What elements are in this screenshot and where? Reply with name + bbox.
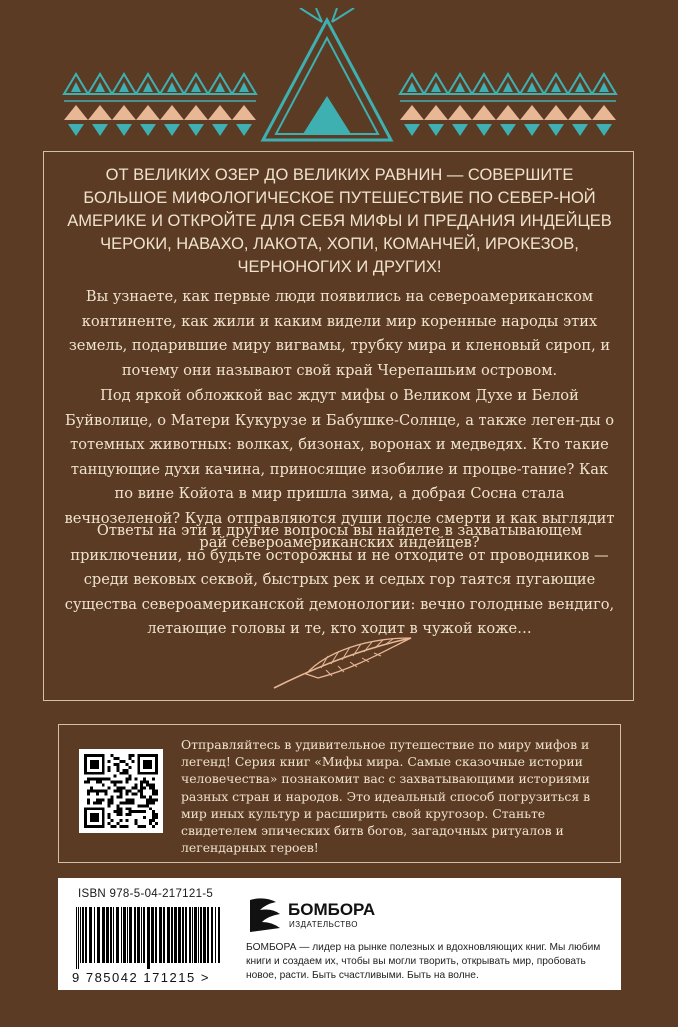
- wave-logo-icon: [246, 894, 284, 934]
- isbn: ISBN 978-5-04-217121-5: [78, 888, 214, 900]
- imprint-panel: [0, 878, 678, 990]
- publisher-name: БОМБОРА: [288, 900, 376, 919]
- publisher-subtitle: ИЗДАТЕЛЬСТВО: [289, 920, 358, 929]
- imprint-card: [58, 878, 621, 990]
- native-ornament-tipi-pattern: [60, 8, 620, 148]
- feather-icon: [266, 632, 416, 692]
- ornament-band-left: [64, 74, 256, 136]
- publisher-logo: [246, 894, 376, 934]
- publisher-description: БОМБОРА — лидер на рынке полезных и вдохновляющих книг. Мы любим книги и создаем их, чтобы вы могли творить, открывать мир, пробовать новое, расти. Быть счастливыми. Быть на волне.: [246, 942, 601, 981]
- barcode: [74, 907, 224, 969]
- tipi-icon: [263, 8, 391, 140]
- qr-code[interactable]: [79, 749, 163, 833]
- ornament-band-right: [400, 74, 616, 136]
- paragraph-myths: Под яркой обложкой вас ждут мифы о Великом Духе и Белой Буйволице, о Матери Кукурузе и Бабушке-Солнце, а также леген-ды о тотемных животных: волках, бизонах, воронах и медведях. Кто такие танцующие духи качина, приносящие изобилие и процве-тание? Как по вине Койота в мир пришла зима, а добрая Сосна стала вечнозеленой? Куда отправляются души после смерти и как выглядит рай североамериканских индейцев?: [64, 387, 615, 551]
- paragraph-answers: Ответы на эти и другие вопросы вы найдете в захватывающем приключении, но будьте осторожны и не отходите от проводников — среди вековых секвой, быстрых рек и седых гор таятся пугающие существа североамериканской демонологии: вечно голодные вендиго, летающие головы и те, кто ходит в чужой коже…: [64, 522, 615, 637]
- barcode-digits: 9 785042 171215 >: [72, 970, 210, 985]
- series-promo-text: Отправляйтесь в удивительное путешествие по миру мифов и легенд! Серия книг «Мифы мира. Самые сказочные истории человечества» познакомит вас с захватывающими историями разных стран и народов. Это идеальный способ погрузиться в мир иных культур и расширить свой кругозор. Станьте свидетелем эпических битв богов, загадочных ритуалов и легендарных героев!: [181, 737, 591, 856]
- headline: ОТ ВЕЛИКИХ ОЗЕР ДО ВЕЛИКИХ РАВНИН — СОВЕРШИТЕ БОЛЬШОЕ МИФОЛОГИЧЕСКОЕ ПУТЕШЕСТВИЕ ПО СЕВЕР-НОЙ АМЕРИКЕ И ОТКРОЙТЕ ДЛЯ СЕБЯ МИФЫ И ПРЕДАНИЯ ИНДЕЙЦЕВ ЧЕРОКИ, НАВАХО, ЛАКОТА, ХОПИ, КОМАНЧЕЙ, ИРОКЕЗОВ, ЧЕРНОНОГИХ И ДРУГИХ!: [67, 166, 612, 276]
- series-promo-frame: [58, 724, 621, 863]
- paragraph-intro: Вы узнаете, как первые люди появились на североамериканском континенте, как жили и каким видели мир коренные народы этих земель, подарившие миру вигвамы, трубку мира и кленовый сироп, и почему они называют свой край Черепашьим островом.: [68, 288, 611, 379]
- description-frame: [43, 151, 634, 701]
